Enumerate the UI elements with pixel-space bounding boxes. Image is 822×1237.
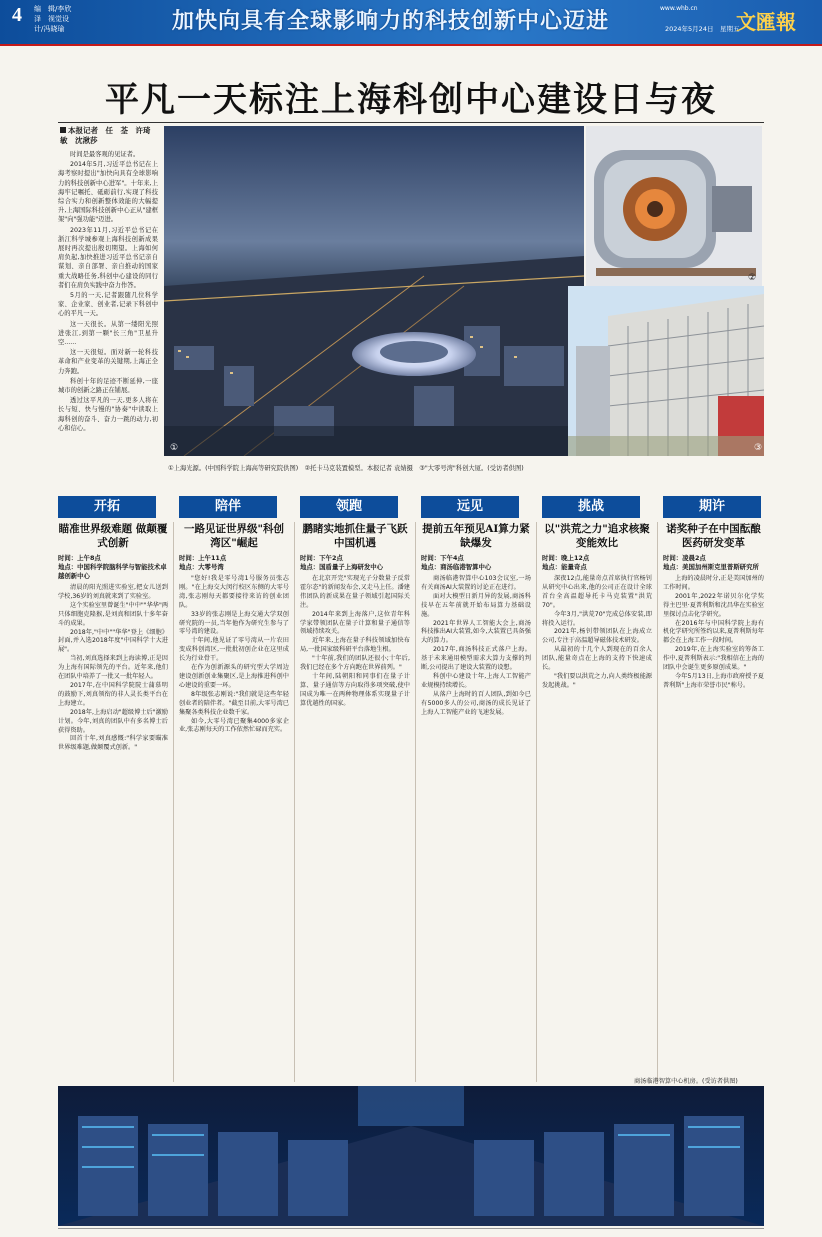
story-body xyxy=(179,575,289,735)
newspaper-logo: 文匯報 xyxy=(736,10,796,34)
story-time: 时间：晚上12点 xyxy=(542,554,590,562)
lede-paragraph: 透过这平凡的一天,更多人将在长与短、快与慢的"协奏"中读取上海科创的奋斗、奋力一跳的动力,初心和信心。 xyxy=(58,397,158,432)
photo-zero-bay-building xyxy=(568,286,764,456)
story-paragraph: 科创中心建设十年,上海人工智能产业规模持续增长。 xyxy=(421,672,531,689)
byline-text: 本报记者 任 荃 许琦敏 沈湫莎 xyxy=(60,126,151,145)
section-tabs xyxy=(58,496,764,518)
photo-badge-2: ② xyxy=(748,273,757,283)
page-header-bar xyxy=(0,0,822,44)
editor-credits: 编 辑/李欣泽 视觉设计/冯晓瑜 xyxy=(34,5,72,33)
header-divider xyxy=(0,44,822,46)
story-paragraph: 在作为创新源头的研究型大学周边建设创新创业集聚区,是上海推进科创中心建设的重要一环。 xyxy=(179,664,289,689)
story-paragraph: 今年5月13日,上海市政府授予夏普利斯"上海市荣誉市民"称号。 xyxy=(663,672,764,689)
datacenter-caption: 商汤临港智算中心机房。(受访者供图) xyxy=(634,1078,738,1085)
headline-rule xyxy=(58,122,764,123)
issue-date: 2024年5月24日 星期五 xyxy=(665,25,740,33)
story-paragraph: "您好!我是零号湾1号服务员张志刚。"在上海交大闵行校区东侧的大零号湾,张志刚每天都要接待来访的创业团队。 xyxy=(179,575,289,609)
lede-paragraph: 2023年11月,习近平总书记在浙江科学城参观上海科技创新成果展时再次提出殷切期望。上海如何肩负起,加快推进习近平总书记亲自谋划、亲自部署、亲自推动的国家重大战略任务,科创中心建设的同行者们在肩负实践中奋力作答。 xyxy=(58,226,158,289)
story-time: 时间：下午2点 xyxy=(300,554,343,562)
story-place: 地点：中国科学院脑科学与智能技术卓越创新中心 xyxy=(58,563,167,580)
story-paragraph: 在北京开完"实现光子分数量子反常霍尔态"的新闻发布会,又走马上任。潘建伟团队的新成果在量子领域引起国际关注。 xyxy=(300,575,410,609)
story-paragraph: 如今,大零号湾已聚集4000多家企业,张志刚每天的工作依然忙碌而充实。 xyxy=(179,717,289,734)
story-paragraph: 回首十年,刘真感慨:"科学家要瞄准世界级难题,做颠覆式创新。" xyxy=(58,735,168,752)
tab-linpao: 领跑 xyxy=(300,496,398,518)
story-title: 以"洪荒之力"追求核聚变能效比 xyxy=(544,523,650,549)
tab-peiban: 陪伴 xyxy=(179,496,277,518)
story-column-linpao xyxy=(300,522,410,709)
lede-paragraph: 2014年5月,习近平总书记在上海考察时提出"加快向具有全球影响力的科技创新中心进军"。十年来,上海牢记嘱托、砥砺前行,实现了科技综合实力和创新整体效能的大幅提升,上海国际科技创新中心正从"建框架"向"强功能"迈进。 xyxy=(58,161,158,224)
story-place: 地点：商汤临港智算中心 xyxy=(421,563,492,571)
story-place: 地点：大零号湾 xyxy=(179,563,224,571)
story-place: 地点：国盾量子上海研发中心 xyxy=(300,563,384,571)
story-paragraph: 2021年世界人工智能大会上,商汤科技推出AI大装置,如今,大装置已具备强大的算力。 xyxy=(421,619,531,645)
story-title: 提前五年预见AI算力紧缺爆发 xyxy=(422,523,530,549)
story-body xyxy=(663,575,764,691)
story-paragraph: 清晨的阳光照进实验室,把女儿送到学校,36岁的刘真就来到了实验室。 xyxy=(58,584,168,600)
story-paragraph: 这个实验室里曾诞生"中中""华华"两只体细胞克隆猴,是刘真和团队十多年奋斗的成果。 xyxy=(58,601,169,627)
story-body xyxy=(300,575,410,709)
story-body xyxy=(542,575,652,691)
story-time: 时间：凌晨2点 xyxy=(663,554,706,562)
story-paragraph: 8年级张志刚说:"我们就是这些年轻创业者的陪伴者。"截至目前,大零号湾已集聚各类科技企业数千家。 xyxy=(179,690,289,716)
photo-tokamak-model xyxy=(586,126,762,288)
lede-paragraph: 科创十年的足迹不断延伸,一座城市的创新之路正在铺展。 xyxy=(58,377,158,395)
story-body xyxy=(421,575,531,718)
story-paragraph: 深夜12点,能量奇点首席执行官杨钊从研究中心出来,他的公司正在设计全球首台全高温超导托卡马克装置"洪荒70"。 xyxy=(542,575,652,609)
lede-paragraph: 这一天很长。从第一缕阳光照进张江,到第一颗"长三角"卫星升空...... xyxy=(58,320,158,347)
tab-qixu: 期许 xyxy=(663,496,761,518)
story-time: 时间：上午8点 xyxy=(58,554,101,562)
story-paragraph: 商汤临港智算中心103会议室,一场有关商汤AI大装置的讨论正在进行。 xyxy=(421,575,531,591)
story-paragraph: 2017年,商汤科技正式落户上海。基于未来通用模型需求大算力支撑的判断,公司提出了建设大装置的设想。 xyxy=(421,646,531,672)
story-paragraph: 2018年,上海启动"超级博士后"激励计划。今年,刘真的团队中有多名博士后获得资助。 xyxy=(58,708,168,734)
story-paragraph: 上海的凌晨时分,正是美国加州的工作时间。 xyxy=(663,575,764,591)
column-divider xyxy=(657,522,658,1082)
story-column-kaituo xyxy=(58,522,168,753)
byline xyxy=(60,126,156,146)
story-paragraph: 从最初的十几个人到现在的百余人团队,能量奇点在上海的支持下快速成长。 xyxy=(542,646,652,672)
photo-badge-3: ③ xyxy=(754,443,763,453)
story-title: 鹏睹实地抓住量子飞跃中国机遇 xyxy=(302,523,408,549)
story-title: 诺奖种子在中国酝酿医药研发变革 xyxy=(666,523,761,549)
story-column-yuanjian xyxy=(421,522,531,718)
story-paragraph: 面对大模型日新月异的发展,商汤科技早在五年前就开始布局算力基础设施。 xyxy=(421,592,531,618)
story-body xyxy=(58,584,168,753)
story-column-tiaozhan xyxy=(542,522,652,691)
story-paragraph: 2014年来到上海落户,这位青年科学家带领团队在量子计算和量子通信等领域持续攻关。 xyxy=(300,610,410,636)
story-paragraph: 在2016年与中国科学院上海有机化学研究所签约以来,夏普利斯每年都会在上海工作一段时间。 xyxy=(663,619,764,645)
story-paragraph: 2001年,2022年诺贝尔化学奖得主巴里·夏普利斯和沈昌华在实验室里探讨点击化学研究。 xyxy=(663,592,764,618)
story-time: 时间：下午4点 xyxy=(421,554,464,562)
story-paragraph: 十年间,陆朝阳和同事们在量子计算、量子通信等方向取得多项突破,使中国成为唯一在两种物理体系实现量子计算优越性的国家。 xyxy=(300,672,410,707)
photo-badge-1: ① xyxy=(170,443,179,453)
lede-column xyxy=(58,150,158,434)
tab-tiaozhan: 挑战 xyxy=(542,496,640,518)
lede-paragraph: 时间是最客观的见证者。 xyxy=(70,151,140,158)
footer-rule xyxy=(58,1228,764,1229)
story-paragraph: 2021年,杨钊带领团队在上海成立公司,专注于高温超导磁体技术研发。 xyxy=(542,628,652,645)
story-paragraph: 今年3月,"洪荒70"完成总体安装,即将投入运行。 xyxy=(542,610,652,627)
site-url[interactable]: www.whb.cn xyxy=(660,5,698,12)
story-paragraph: 当初,刘真选择来到上海读博,正是因为上海有国际领先的平台。近年来,他们在团队中培养了一批又一批年轻人。 xyxy=(58,655,168,681)
story-column-peiban xyxy=(179,522,289,735)
story-paragraph: 2017年,在中国科学院院士蒲慕明的鼓励下,刘真领衔的非人灵长类平台在上海建立。 xyxy=(58,681,168,707)
story-paragraph: 2018年,"中中""华华"登上《细胞》封面,并入选2018年度"中国科学十大进展"。 xyxy=(58,628,168,654)
column-divider xyxy=(536,522,537,1082)
story-place: 地点：美国加州斯克里普斯研究所 xyxy=(663,563,759,571)
column-divider xyxy=(173,522,174,1082)
tab-yuanjian: 远见 xyxy=(421,496,519,518)
main-headline: 平凡一天标注上海科创中心建设日与夜 xyxy=(105,80,717,120)
story-paragraph: 近年来,上海在量子科技领域加快布局,一批国家级科研平台落地生根。 xyxy=(300,637,410,654)
story-paragraph: 33岁的张志刚是上海交通大学双创研究院的一员,当年他作为研究生参与了零号湾的建设。 xyxy=(179,610,289,636)
photo-shanghai-light-source xyxy=(164,126,584,456)
tab-kaituo: 开拓 xyxy=(58,496,156,518)
story-paragraph: 从落户上海时的百人团队,到如今已有5000多人的公司,商汤的成长见证了上海人工智能产业的飞速发展。 xyxy=(421,690,531,716)
story-paragraph: "十年前,我们的团队还很小;十年后,我们已经在多个方向跑在世界前列。" xyxy=(300,655,410,672)
byline-marker-icon xyxy=(60,127,66,133)
story-title: 一路见证世界级"科创湾区"崛起 xyxy=(184,523,284,549)
story-time: 时间：上午11点 xyxy=(179,554,227,562)
story-paragraph: 十年间,他见证了零号湾从一片农田变成科创湾区,一批批初创企业在这里成长为行业骨干。 xyxy=(179,637,289,663)
photo-datacenter xyxy=(58,1086,764,1226)
lede-paragraph: 这一天很短。面对新一轮科技革命和产业变革的关键期,上海正全力奔跑。 xyxy=(58,349,158,375)
column-divider xyxy=(415,522,416,1082)
story-place: 地点：能量奇点 xyxy=(542,563,587,571)
column-divider xyxy=(294,522,295,1082)
story-title: 瞄准世界级难题 做颠覆式创新 xyxy=(58,523,168,549)
page-number: 4 xyxy=(12,4,22,26)
story-column-qixu xyxy=(663,522,764,691)
section-banner: 加快向具有全球影响力的科技创新中心迈进 xyxy=(172,9,610,34)
photo-caption: ①上海光源。(中国科学院上海高等研究院供图) ②托卡马克装置模型。本报记者 袁婧摄 ③"大零号湾"科创大厦。(受访者供图) xyxy=(168,465,524,472)
story-paragraph: "我们要以洪荒之力,向人类终极能源发起挑战。" xyxy=(542,672,652,689)
story-paragraph: 2019年,在上海实验室的筹备工作中,夏普利斯表示:"我相信在上海的团队中会诞生更多原创成果。" xyxy=(663,646,764,672)
lede-paragraph: 5月的一天,记者跟随几位科学家、企业家、创业者,记录下科创中心的平凡一天。 xyxy=(58,292,158,318)
